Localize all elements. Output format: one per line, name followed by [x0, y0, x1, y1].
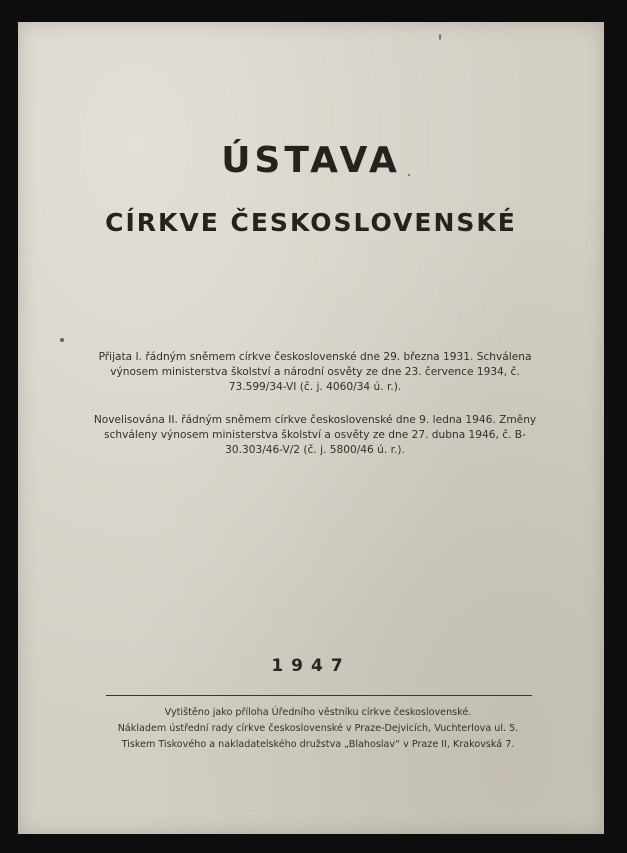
paper-speck [408, 174, 410, 176]
imprint-block [78, 705, 558, 753]
imprint-line: Tiskem Tiskového a nakladatelského družstva „Blahoslav“ v Praze II, Krakovská 7. [121, 739, 515, 750]
imprint-line: Vytištěno jako příloha Úředního věstníku církve československé. [164, 707, 472, 718]
publication-year: 1947 [271, 656, 351, 676]
paper-speck [60, 338, 64, 342]
document-title: ÚSTAVA [221, 140, 401, 181]
document-subtitle: CÍRKVE ČESKOSLOVENSKÉ [105, 208, 517, 237]
imprint-line: Nákladem ústřední rady církve československé v Praze-Dejvicích, Vuchterlova ul. 5. [117, 723, 519, 734]
separator-rule [106, 695, 532, 696]
amendment-paragraph: Novelisována II. řádným sněmem církve československé dne 9. ledna 1946. Změny schváleny výnosem ministerstva školství a osvěty ze dne 27. dubna 1946, č. B-30.303/46-V/2 (č. j. 5800/46 ú. r.). [93, 414, 537, 456]
document-page [18, 22, 604, 834]
adoption-paragraph: Přijata I. řádným sněmem církve československé dne 29. března 1931. Schválena výnosem ministerstva školství a národní osvěty ze dne 23. července 1934, č. 73.599/34-VI (č. j. 4060/34 ú. r.). [98, 351, 532, 393]
paper-speck [439, 34, 441, 40]
